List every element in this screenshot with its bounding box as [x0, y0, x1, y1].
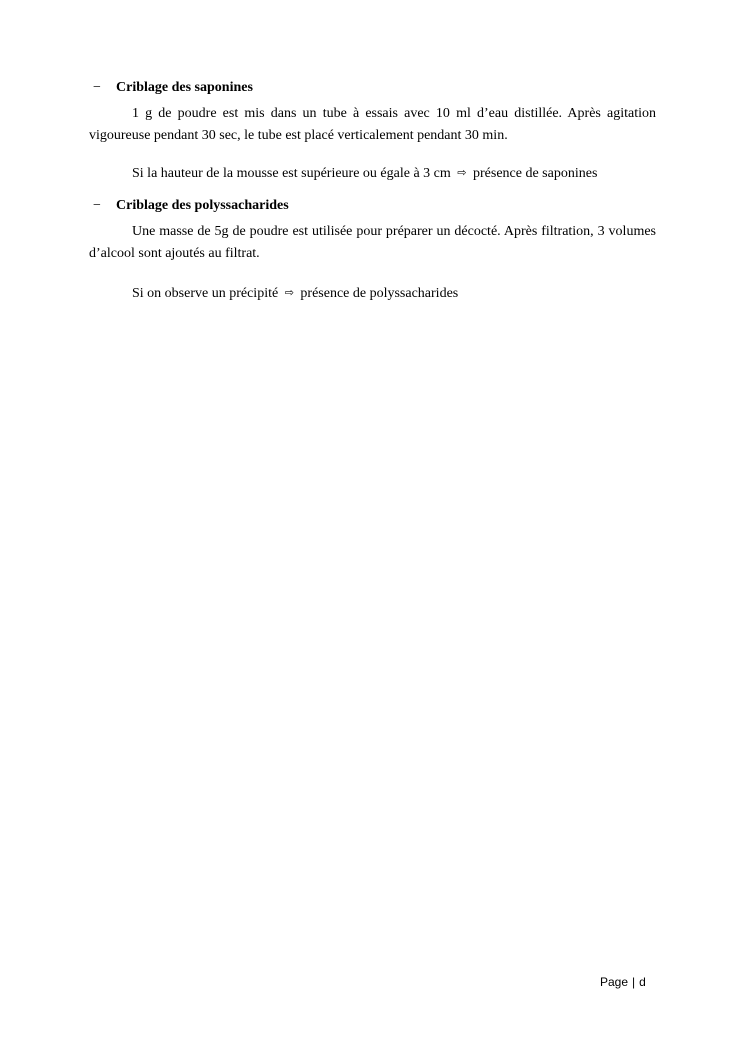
method-paragraph: 1 g de poudre est mis dans un tube à essais avec 10 ml d’eau distillée. Après agitation vigoureuse pendant 30 sec, le tube est placé verticalement pendant 30 min. [89, 106, 656, 143]
bullet-dash: − [93, 198, 101, 213]
right-arrow-icon: ⇨ [457, 166, 467, 179]
result-line [132, 164, 597, 183]
right-arrow-icon: ⇨ [284, 286, 294, 299]
page-label: Page [600, 975, 629, 989]
result-line [132, 284, 458, 303]
heading-text: Criblage des saponines [116, 80, 253, 95]
page-separator: | [632, 975, 636, 989]
result-outcome: présence de saponines [473, 166, 598, 181]
result-outcome: présence de polyssacharides [300, 286, 459, 301]
heading-text: Criblage des polyssacharides [116, 198, 289, 213]
page-footer [600, 974, 660, 990]
page-number: d [639, 975, 646, 989]
result-condition: Si la hauteur de la mousse est supérieure ou égale à 3 cm [132, 166, 451, 181]
bullet-dash: − [93, 80, 101, 95]
method-paragraph: Une masse de 5g de poudre est utilisée pour préparer un décocté. Après filtration, 3 volumes d’alcool sont ajoutés au filtrat. [89, 224, 656, 261]
result-condition: Si on observe un précipité [132, 286, 279, 301]
